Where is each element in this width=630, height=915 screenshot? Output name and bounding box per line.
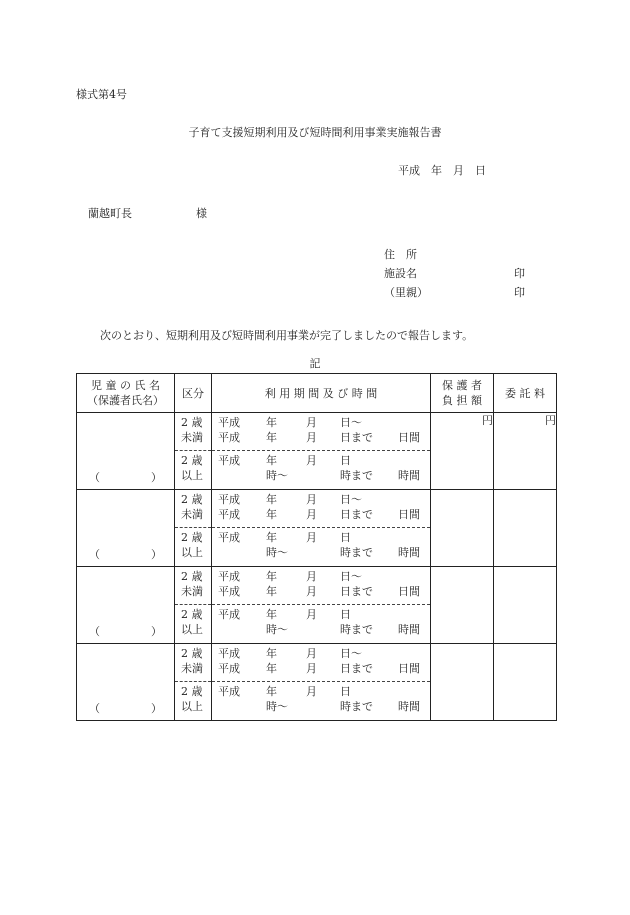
foster-parent-label: （里親） xyxy=(384,286,428,299)
header-guardian-burden xyxy=(431,374,494,413)
facility-seal: 印 xyxy=(514,267,525,280)
period-line xyxy=(218,507,424,522)
period-token: 平成 xyxy=(218,585,240,598)
table-header-row xyxy=(77,374,557,413)
period-token: 時まで xyxy=(340,546,373,559)
header-name xyxy=(77,374,175,413)
category-under2-age: 2 歳 xyxy=(181,416,203,429)
category-under2-age: 2 歳 xyxy=(181,647,203,660)
period-token: 年 xyxy=(266,531,277,544)
period-token: 平成 xyxy=(218,608,240,621)
period-token: 年 xyxy=(266,570,277,583)
period-line xyxy=(218,661,424,676)
period-token: 日間 xyxy=(398,585,420,598)
paren-close: ） xyxy=(151,548,162,561)
period-token: 年 xyxy=(266,454,277,467)
yen-unit: 円 xyxy=(482,414,493,427)
period-line xyxy=(218,530,424,545)
addressee-name: 蘭越町長 xyxy=(88,207,132,220)
period-token: 年 xyxy=(266,416,277,429)
paren-close: ） xyxy=(151,625,162,638)
child-name-cell[interactable] xyxy=(77,644,175,721)
header-guardian-burden-1: 保 護 者 xyxy=(442,379,482,392)
paren-open: （ xyxy=(89,548,100,561)
period-token: 時～ xyxy=(266,469,288,482)
period-token: 平成 xyxy=(218,685,240,698)
period-token: 平成 xyxy=(218,647,240,660)
period-token: 平成 xyxy=(218,431,240,444)
yen-unit: 円 xyxy=(545,414,556,427)
period-token: 時間 xyxy=(398,623,420,636)
child-name-cell[interactable] xyxy=(77,413,175,490)
period-token: 年 xyxy=(266,508,277,521)
period-line xyxy=(218,415,424,430)
period-token: 月 xyxy=(306,685,317,698)
period-token: 年 xyxy=(266,585,277,598)
guardian-burden-cell[interactable] xyxy=(431,644,494,721)
period-token: 月 xyxy=(306,585,317,598)
commission-cell[interactable] xyxy=(494,567,557,644)
period-token: 日～ xyxy=(340,570,362,583)
form-number: 様式第4号 xyxy=(76,88,127,101)
paren-open: （ xyxy=(89,471,100,484)
period-token: 平成 xyxy=(218,493,240,506)
table-row xyxy=(77,413,557,490)
guardian-burden-cell[interactable] xyxy=(431,490,494,567)
period-token: 時まで xyxy=(340,700,373,713)
period-token: 年 xyxy=(266,608,277,621)
category-over2-suffix: 以上 xyxy=(181,700,203,713)
period-line xyxy=(218,622,424,637)
category-over2-suffix: 以上 xyxy=(181,623,203,636)
period-token: 日間 xyxy=(398,431,420,444)
period-token: 時～ xyxy=(266,546,288,559)
period-line xyxy=(218,699,424,714)
child-name-cell[interactable] xyxy=(77,567,175,644)
category-under2-suffix: 未満 xyxy=(181,585,203,598)
category-over2-suffix: 以上 xyxy=(181,469,203,482)
header-guardian-burden-2: 負 担 額 xyxy=(442,394,482,407)
foster-parent-seal: 印 xyxy=(514,286,525,299)
period-token: 時間 xyxy=(398,700,420,713)
paren-open: （ xyxy=(89,625,100,638)
period-line xyxy=(218,430,424,445)
period-token: 平成 xyxy=(218,508,240,521)
category-cell xyxy=(175,413,212,490)
period-token: 日～ xyxy=(340,647,362,660)
period-token: 年 xyxy=(266,647,277,660)
period-token: 時～ xyxy=(266,623,288,636)
body-text: 次のとおり、短期利用及び短時間利用事業が完了しましたので報告します。 xyxy=(100,329,474,342)
commission-cell[interactable] xyxy=(494,413,557,490)
period-line xyxy=(218,569,424,584)
period-token: 時まで xyxy=(340,623,373,636)
table-row xyxy=(77,644,557,721)
period-token: 日～ xyxy=(340,416,362,429)
header-name-sub: （保護者氏名） xyxy=(87,394,164,407)
period-token: 年 xyxy=(266,431,277,444)
period-token: 日まで xyxy=(340,585,373,598)
period-line xyxy=(218,607,424,622)
period-token: 年 xyxy=(266,685,277,698)
period-token: 時間 xyxy=(398,469,420,482)
period-token: 日まで xyxy=(340,662,373,675)
period-line xyxy=(218,684,424,699)
period-token: 月 xyxy=(306,662,317,675)
period-token: 日 xyxy=(340,608,351,621)
period-token: 日まで xyxy=(340,508,373,521)
header-name-label: 児 童 の 氏 名 xyxy=(91,379,160,392)
period-token: 時まで xyxy=(340,469,373,482)
period-token: 日 xyxy=(340,531,351,544)
period-token: 日まで xyxy=(340,431,373,444)
period-line xyxy=(218,646,424,661)
document-date: 平成 年 月 日 xyxy=(398,164,486,177)
period-token: 平成 xyxy=(218,531,240,544)
child-name-cell[interactable] xyxy=(77,490,175,567)
period-token: 月 xyxy=(306,608,317,621)
period-token: 年 xyxy=(266,493,277,506)
period-line xyxy=(218,453,424,468)
period-token: 平成 xyxy=(218,416,240,429)
period-token: 平成 xyxy=(218,662,240,675)
header-category: 区分 xyxy=(175,374,212,413)
period-token: 時～ xyxy=(266,700,288,713)
period-token: 年 xyxy=(266,662,277,675)
period-line xyxy=(218,545,424,560)
period-token: 日 xyxy=(340,454,351,467)
period-token: 月 xyxy=(306,454,317,467)
period-cell[interactable] xyxy=(212,644,431,721)
period-token: 日～ xyxy=(340,493,362,506)
period-token: 平成 xyxy=(218,454,240,467)
table-row xyxy=(77,567,557,644)
period-token: 時間 xyxy=(398,546,420,559)
period-token: 月 xyxy=(306,493,317,506)
period-cell[interactable] xyxy=(212,567,431,644)
period-token: 平成 xyxy=(218,570,240,583)
period-token: 月 xyxy=(306,508,317,521)
period-cell[interactable] xyxy=(212,490,431,567)
paren-close: ） xyxy=(151,702,162,715)
category-under2-suffix: 未満 xyxy=(181,662,203,675)
document-title: 子育て支援短期利用及び短時間利用事業実施報告書 xyxy=(188,126,442,139)
header-commission: 委 託 料 xyxy=(494,374,557,413)
period-token: 日間 xyxy=(398,662,420,675)
period-line xyxy=(218,468,424,483)
period-token: 月 xyxy=(306,431,317,444)
category-over2-age: 2 歳 xyxy=(181,531,203,544)
paren-close: ） xyxy=(151,471,162,484)
category-over2-age: 2 歳 xyxy=(181,608,203,621)
category-under2-suffix: 未満 xyxy=(181,508,203,521)
report-table xyxy=(76,373,557,721)
guardian-burden-cell[interactable] xyxy=(431,413,494,490)
ki-heading: 記 xyxy=(309,357,321,370)
paren-open: （ xyxy=(89,702,100,715)
period-token: 月 xyxy=(306,570,317,583)
category-under2-age: 2 歳 xyxy=(181,570,203,583)
table-row xyxy=(77,490,557,567)
category-under2-suffix: 未満 xyxy=(181,431,203,444)
period-token: 月 xyxy=(306,531,317,544)
category-cell xyxy=(175,567,212,644)
category-over2-suffix: 以上 xyxy=(181,546,203,559)
category-under2-age: 2 歳 xyxy=(181,493,203,506)
category-cell xyxy=(175,490,212,567)
commission-cell[interactable] xyxy=(494,490,557,567)
addressee-honorific: 様 xyxy=(196,207,207,220)
guardian-burden-cell[interactable] xyxy=(431,567,494,644)
period-cell[interactable] xyxy=(212,413,431,490)
facility-label: 施設名 xyxy=(384,267,417,280)
period-line xyxy=(218,584,424,599)
header-period: 利 用 期 間 及 び 時 間 xyxy=(212,374,431,413)
period-token: 日間 xyxy=(398,508,420,521)
period-token: 月 xyxy=(306,647,317,660)
commission-cell[interactable] xyxy=(494,644,557,721)
address-label: 住 所 xyxy=(384,248,417,261)
period-token: 日 xyxy=(340,685,351,698)
period-token: 月 xyxy=(306,416,317,429)
period-line xyxy=(218,492,424,507)
category-over2-age: 2 歳 xyxy=(181,454,203,467)
category-cell xyxy=(175,644,212,721)
category-over2-age: 2 歳 xyxy=(181,685,203,698)
